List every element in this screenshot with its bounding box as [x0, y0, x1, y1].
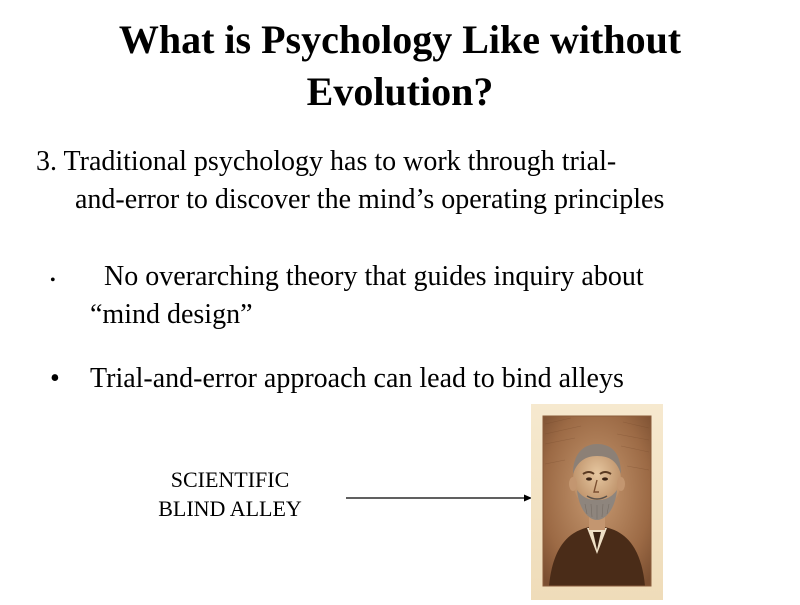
bullet-marker: • — [50, 272, 56, 289]
point-line1: Traditional psychology has to work through trial- — [63, 146, 617, 177]
slide-title-line1: What is Psychology Like without — [118, 17, 682, 62]
slide-title-line2: Evolution? — [306, 69, 494, 114]
arrow-right-icon — [346, 488, 532, 508]
bullet-text-line2: “mind design” — [90, 299, 253, 330]
point-number: 3. — [36, 146, 57, 177]
portrait-image — [531, 404, 663, 600]
blind-alley-label-line2: BLIND ALLEY — [158, 496, 302, 521]
numbered-point — [36, 143, 786, 219]
blind-alley-label-line1: SCIENTIFIC — [170, 467, 290, 492]
bullet-text-line1: Trial-and-error approach can lead to bind alleys — [90, 363, 624, 394]
bullet-marker: • — [50, 363, 60, 394]
blind-alley-label — [130, 465, 330, 523]
bullet-item-theory — [48, 258, 768, 334]
slide-title — [0, 14, 800, 118]
point-line2: and-error to discover the mind’s operating principles — [75, 184, 665, 215]
bullet-item-trial-and-error — [48, 360, 768, 398]
bullet-text-line1: No overarching theory that guides inquiry about — [104, 261, 644, 292]
sepia-portrait-icon — [531, 404, 663, 600]
